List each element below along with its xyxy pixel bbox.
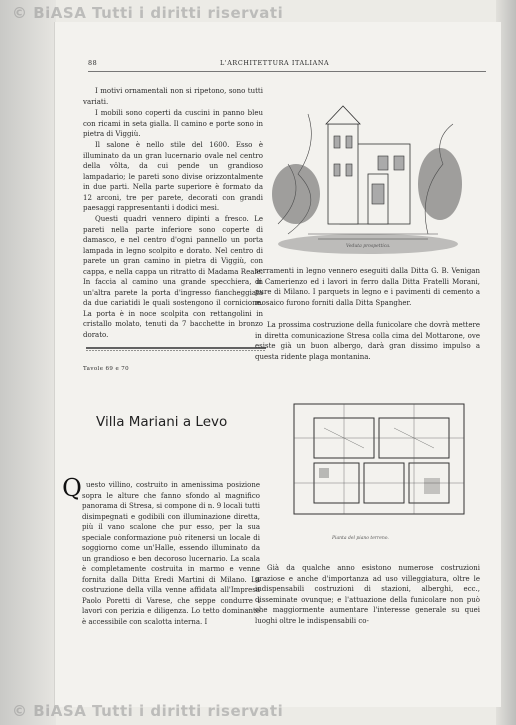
right-bottom-paragraph: Già da qualche anno esistono numerose costruzioni graziose e anche d'importanza ad uso villeggiatura, oltre le indispensabili costruzioni di stazioni, alberghi, ecc., disseminate ovunque; e l'attuazione della funicolare non può che maggiormente aumentare l'interesse generale su quei luoghi oltre le indispensabili co- <box>255 564 480 625</box>
right-paragraph: serramenti in legno vennero eseguiti dalla Ditta G. B. Venigan di Camerienzo ed i lavori in ferro dalla Ditta Fratelli Morani, pure di Milano. I parquets in legno e i pavimenti di cemento a mosaico furono forniti dalla Ditta Spangher. <box>255 267 480 307</box>
left-paragraph: Il salone è nello stile del 1600. Esso è illuminato da un gran lucernario ovale nel centro della vôlta, da cui pende un grandioso lampadario; le pareti sono divise orizzontalmente in due parti. Nella parte superiore è formato da 12 arconi, tre per parete, decorati con grandi paesaggi rappresentanti i dodici mesi. <box>83 141 263 212</box>
left-paragraph: I motivi ornamentali non si ripetono, sono tutti variati. <box>83 87 263 106</box>
ornamental-divider <box>86 346 266 352</box>
drop-cap-initial: Q <box>62 474 82 502</box>
right-paragraph: La prossima costruzione della funicolare che dovrà mettere in diretta comunicazione Stresa colla cima del Mottarone, ove esiste già un buon albergo, darà gran dissimo impulso a questa ridente plaga montanina. <box>255 321 480 361</box>
section-body-text: uesto villino, costruito in amenissima posizione sopra le alture che fanno sfondo al magnifico panorama di Stresa, si compone di n. 9 locali tutti disimpegnati e godibili con illuminazione diretta, più il vano scalone che pur esso, per la sua speciale conformazione può ritenersi un locale di soggiorno come un'Halle, essendo illuminato da un grandioso e ben decoroso lucernario. La scala è completamente costruita in marmo e venne fornita dalla Ditta Eredi Martini di Milano. La costruzione della villa venne affidata all'Impresa Paolo Poretti di Varese, che seppe condurre i lavori con perizia e diligenza. Lo tetto dominante è accessibile con scalotta interna. I <box>82 481 260 626</box>
running-head <box>88 59 488 71</box>
villa-perspective-illustration <box>268 84 468 256</box>
page-number: 88 <box>88 59 98 67</box>
plate-reference: Tavole 69 e 70 <box>83 366 130 372</box>
illustration-caption: Veduta prospettica. <box>346 244 391 249</box>
left-paragraph: Questi quadri vennero dipinti a fresco. Le pareti nella parte inferiore sono coperte di damasco, e nel centro d'ogni pannello un porta lampada in legno scolpito e dorato. Nel centro di parete un gran camino in pietra di Viggiù, con cappa, e nella cappa un ritratto di Madama Reale. In faccia al camino una grande specchiera, in un'altra parete la porta d'ingresso fiancheggiata da due cariatidi le quali sostengono il cornicione. La porta è in noce scolpita con rettangolini in cristallo molato, tenuti da 7 bacchette in bronzo dorato. <box>83 215 263 339</box>
left-paragraph: I mobili sono coperti da cuscini in panno bleu con ricami in seta gialla. Il camino e porte sono in pietra di Viggiù. <box>83 109 263 138</box>
section-title: Villa Mariani a Levo <box>96 414 228 430</box>
floor-plan-caption: Pianta del piano terreno. <box>332 536 389 541</box>
journal-title: L'ARCHITETTURA ITALIANA <box>220 59 330 67</box>
floor-plan-drawing <box>284 398 474 528</box>
header-rule <box>88 71 486 72</box>
watermark-top: © BiASA Tutti i diritti riservati <box>12 4 284 22</box>
scan-left-edge <box>0 0 56 725</box>
watermark-bottom: © BiASA Tutti i diritti riservati <box>12 702 284 720</box>
